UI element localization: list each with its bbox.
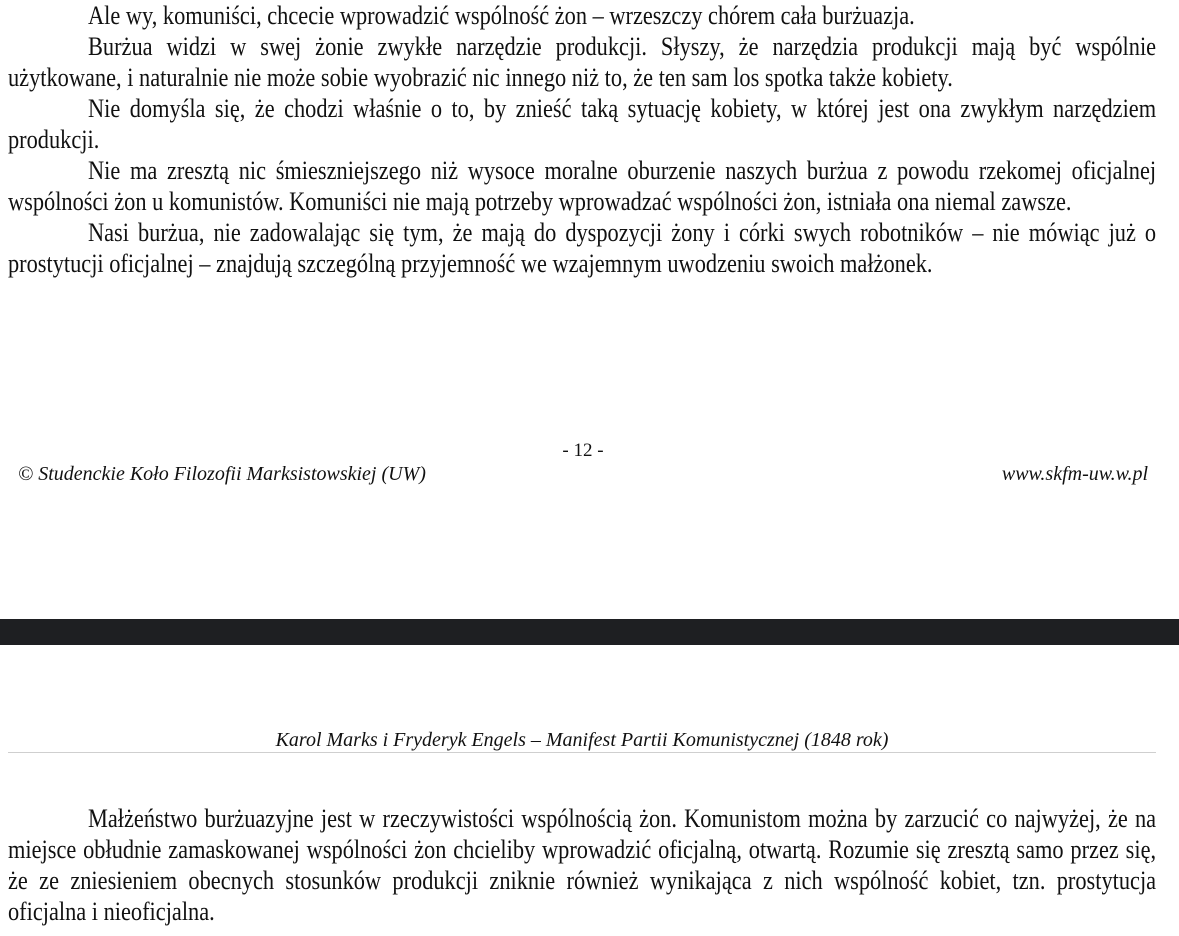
footer-copyright: © Studenckie Koło Filozofii Marksistowskiej (UW) xyxy=(18,463,426,485)
page-separator xyxy=(0,619,1179,645)
paragraph: Ale wy, komuniści, chcecie wprowadzić wspólność żon – wrzeszczy chórem cała burżuazja. xyxy=(87,1,915,30)
paragraph: Małżeństwo burżuazyjne jest w rzeczywistości wspólnością żon. Komunistom można by zarzucić co najwyżej, że na miejsce obłudnie zamaskowanej wspólności żon chcieliby wprowadzić oficjalną, otwartą. Rozumie się zresztą samo przez się, że ze zniesieniem obecnych stosunków produkcji zniknie również wynikająca z nich wspólność kobiet, tzn. prostytucja oficjalna i nieoficjalna. xyxy=(8,804,1157,926)
page-number: - 12 - xyxy=(562,440,604,461)
page-body-text xyxy=(8,0,1156,279)
footer-website: www.skfm-uw.w.pl xyxy=(1001,463,1148,485)
document-page-13 xyxy=(0,645,1179,936)
header-divider xyxy=(8,752,1156,753)
paragraph: Burżua widzi w swej żonie zwykłe narzędzie produkcji. Słyszy, że narzędzia produkcji mają być wspólnie użytkowane, i naturalnie nie może sobie wyobrazić nic innego niż to, że ten sam los spotka także kobiety. xyxy=(8,32,1157,92)
paragraph: Nasi burżua, nie zadowalając się tym, że mają do dyspozycji żony i córki swych robotników – nie mówiąc już o prostytucji oficjalnej – znajdują szczególną przyjemność we wzajemnym uwodzeniu swoich małżonek. xyxy=(8,218,1157,278)
paragraph: Nie ma zresztą nic śmieszniejszego niż wysoce moralne oburzenie naszych burżua z powodu rzekomej oficjalnej wspólności żon u komunistów. Komuniści nie mają potrzeby wprowadzać wspólności żon, istniała ona niemal zawsze. xyxy=(8,156,1157,216)
paragraph: Nie domyśla się, że chodzi właśnie o to, by znieść taką sytuację kobiety, w której jest ona zwykłym narzędziem produkcji. xyxy=(8,94,1157,154)
running-header: Karol Marks i Fryderyk Engels – Manifest Partii Komunistycznej (1848 rok) xyxy=(275,729,889,751)
page-body-text xyxy=(8,803,1156,927)
